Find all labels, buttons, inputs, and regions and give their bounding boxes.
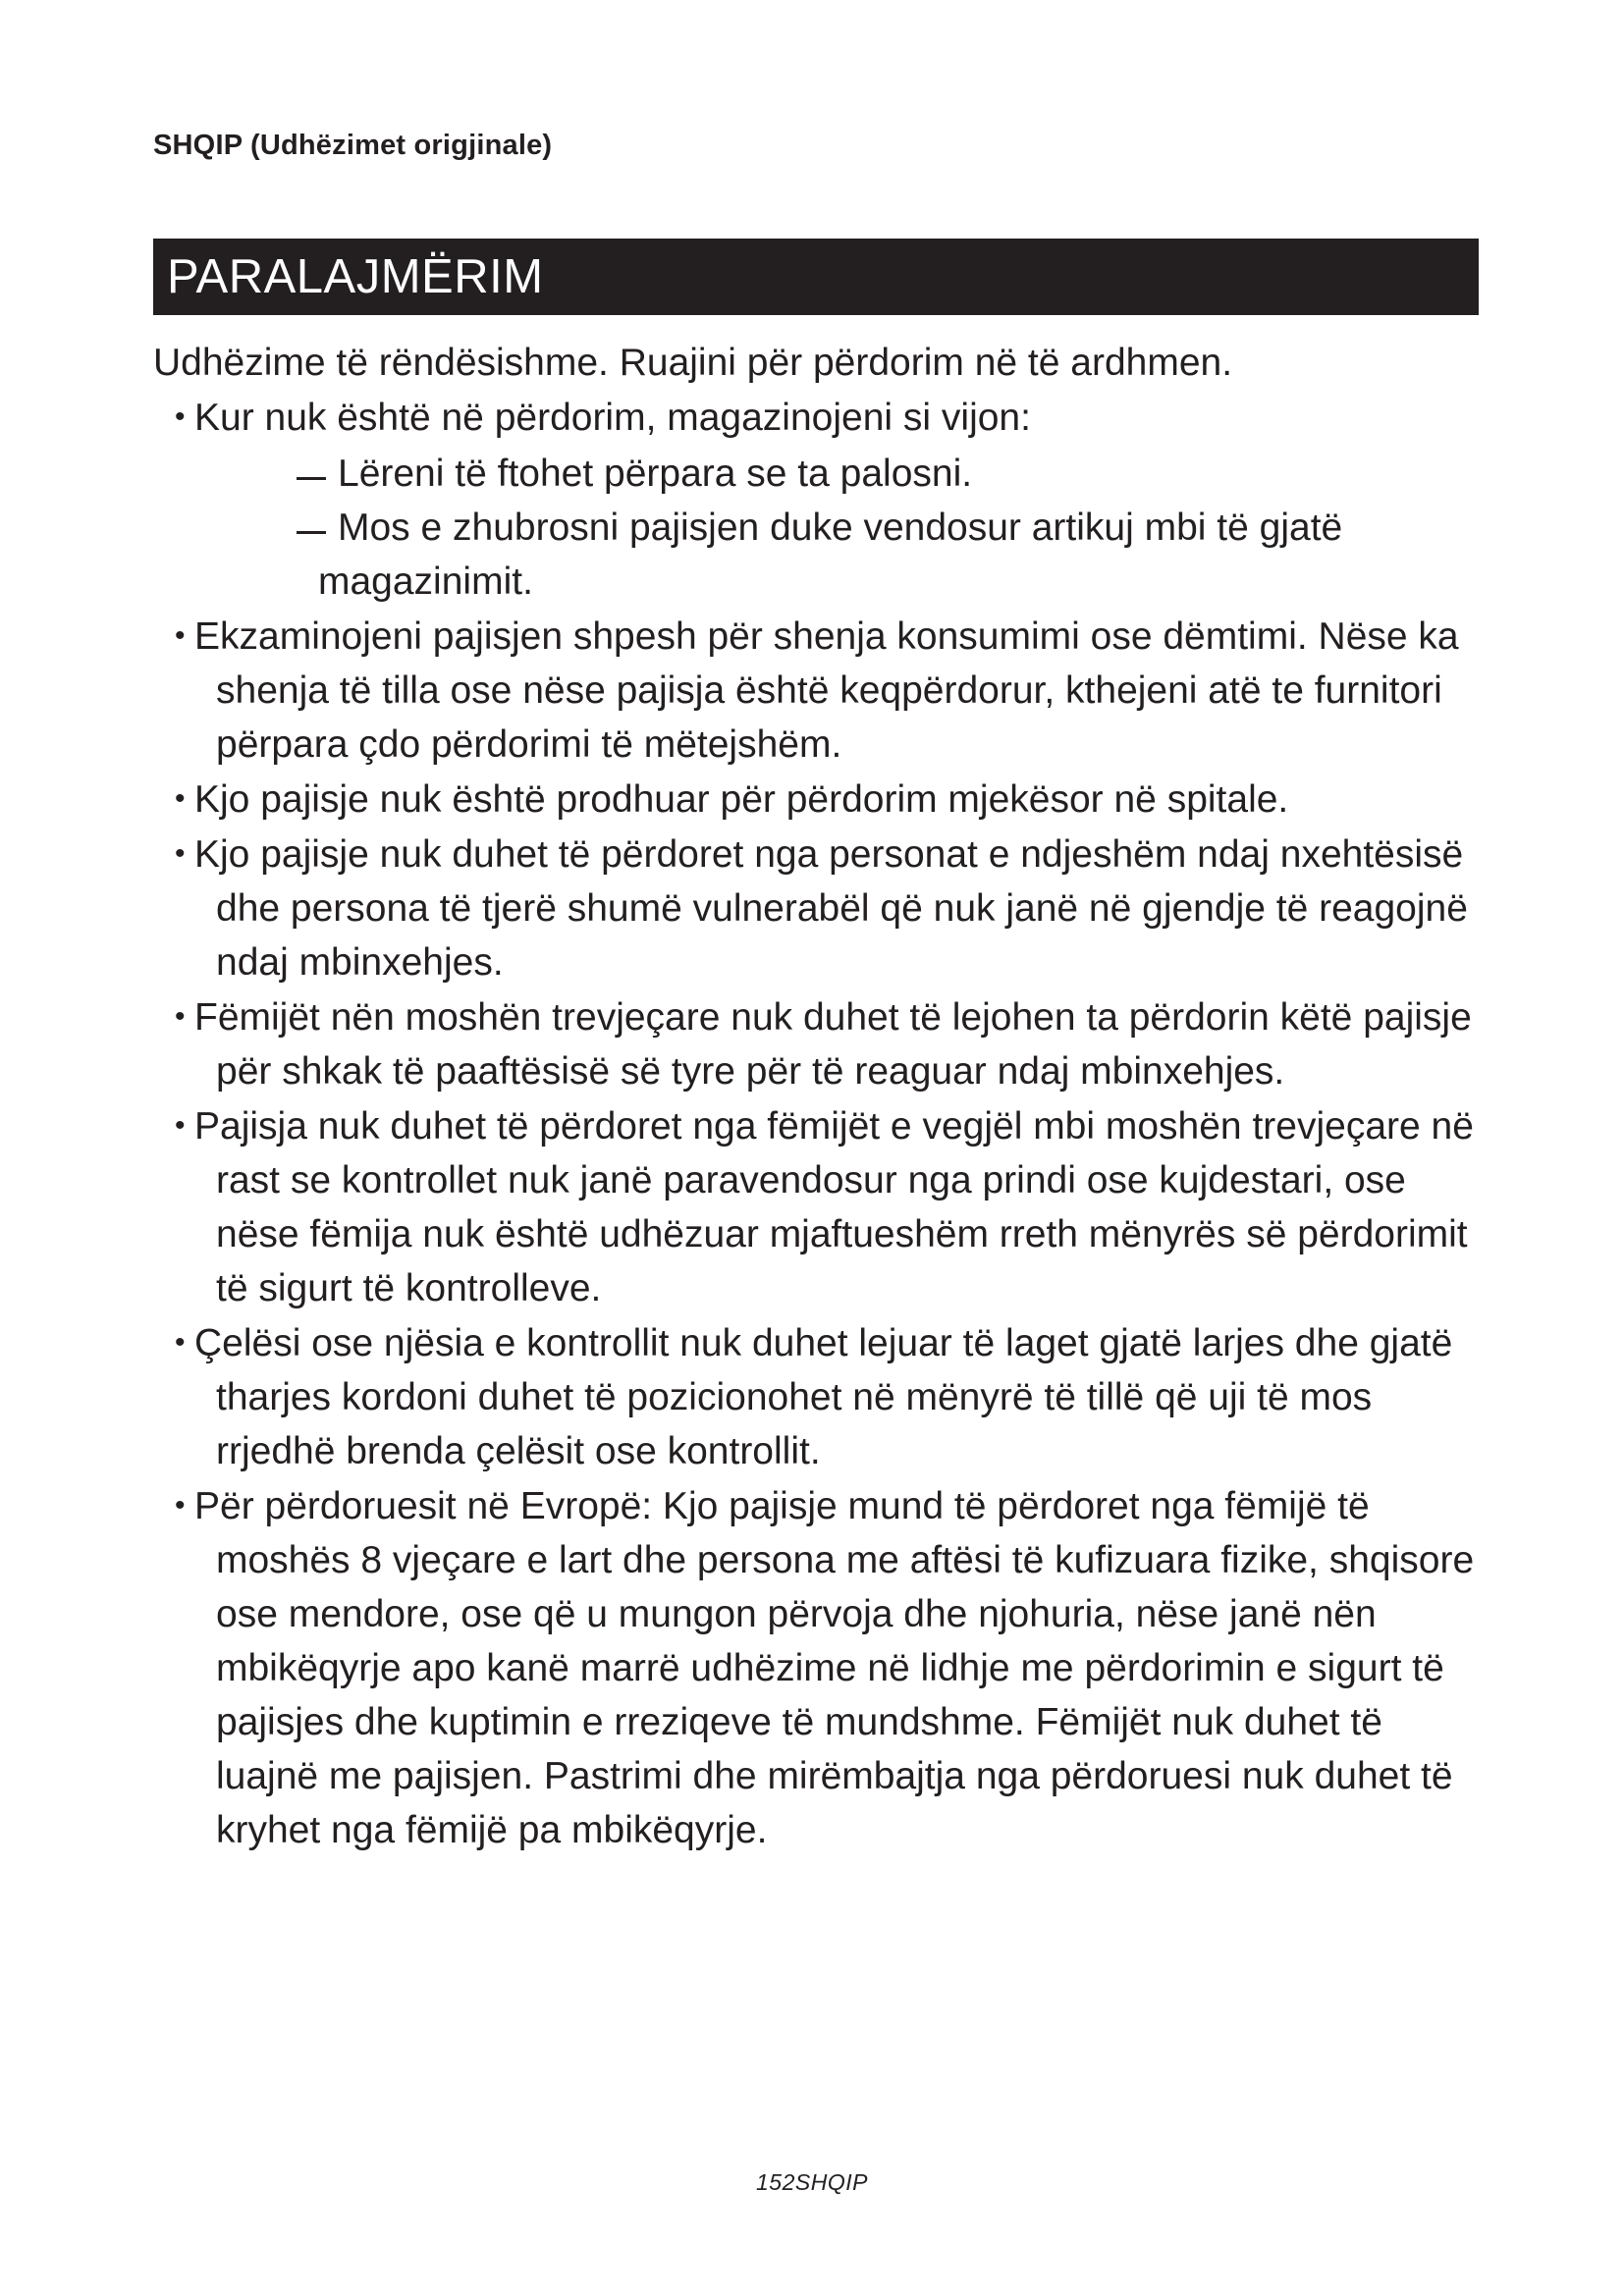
bullet-icon: • [175,837,186,870]
list-item-text: Për përdoruesit në Evropë: Kjo pajisje mund të përdoret nga fëmijë të moshës 8 vjeçare e lart dhe persona me aftësi të kufizuara fizike, shqisore ose mendore, ose që u mungon përvoja dhe njohuria, nëse janë nën mbikëqyrje apo kanë marrë udhëzime në lidhje me përdorimin e sigurt të pajisjes dhe kuptimin e rreziqeve të mundshme. Fëmijët nuk duhet të luajnë me pajisjen. Pastrimi dhe mirëmbajtja nga përdoruesi nuk duhet të kryhet nga fëmijë pa mbikëqyrje. [194,1485,1475,1851]
language-header: SHQIP (Udhëzimet origjinale) [153,130,553,161]
sub-list-item [216,501,1489,609]
list-item-text: Fëmijët nën moshën trevjeçare nuk duhet të lejohen ta përdorin këtë pajisje për shkak të paaftësisë së tyre për të reaguar ndaj mbinxehjes. [194,996,1472,1093]
dash-icon [297,477,326,480]
list-item-text: Çelësi ose njësia e kontrollit nuk duhet lejuar të laget gjatë larjes dhe gjatë tharjes kordoni duhet të pozicionohet në mënyrë të tillë që uji të mos rrjedhë brenda çelësit ose kontrollit. [194,1322,1453,1472]
warning-banner [153,239,1479,315]
list-item-text: Kjo pajisje nuk është prodhuar për përdorim mjekësor në spitale. [194,778,1289,821]
list-item [153,1478,1489,1857]
list-item [153,609,1489,772]
warning-title: PARALAJMËRIM [167,250,544,303]
bullet-icon: • [175,400,186,433]
list-item-storage [153,390,1489,609]
sub-list-item-text: Lëreni të ftohet përpara se ta palosni. [338,453,973,495]
list-item-text: Ekzaminojeni pajisjen shpesh për shenja konsumimi ose dëmtimi. Nëse ka shenja të tilla ose nëse pajisja është keqpërdorur, kthejeni atë te furnitori përpara çdo përdorimi të mëtejshëm. [194,615,1459,766]
storage-sub-list [216,447,1489,609]
list-item-text: Pajisja nuk duhet të përdoret nga fëmijët e vegjël mbi moshën trevjeçare në rast se kontrollet nuk janë paravendosur nga prindi ose kujdestari, ose nëse fëmija nuk është udhëzuar mjaftueshëm rreth mënyrës së përdorimit të sigurt të kontrolleve. [194,1105,1474,1309]
bullet-icon: • [175,1109,186,1142]
warning-content [153,336,1489,1857]
list-item-text: Kur nuk është në përdorim, magazinojeni si vijon: [194,397,1031,439]
sub-list-item [216,447,1489,501]
list-item [153,1315,1489,1478]
warning-list [153,390,1489,1857]
list-item [153,827,1489,989]
sub-list-item-text: Mos e zhubrosni pajisjen duke vendosur artikuj mbi të gjatë magazinimit. [318,507,1343,603]
bullet-icon: • [175,619,186,652]
list-item [153,772,1489,827]
dash-icon [297,531,326,534]
bullet-icon: • [175,1489,186,1522]
page-footer: 152SHQIP [756,2169,868,2195]
bullet-icon: • [175,782,186,815]
list-item [153,989,1489,1098]
bullet-icon: • [175,1000,186,1033]
list-item-text: Kjo pajisje nuk duhet të përdoret nga personat e ndjeshëm ndaj nxehtësisë dhe persona të tjerë shumë vulnerabël që nuk janë në gjendje të reagojnë ndaj mbinxehjes. [194,833,1468,984]
intro-text: Udhëzime të rëndësishme. Ruajini për përdorim në të ardhmen. [153,342,1233,384]
bullet-icon: • [175,1326,186,1359]
list-item [153,1098,1489,1315]
